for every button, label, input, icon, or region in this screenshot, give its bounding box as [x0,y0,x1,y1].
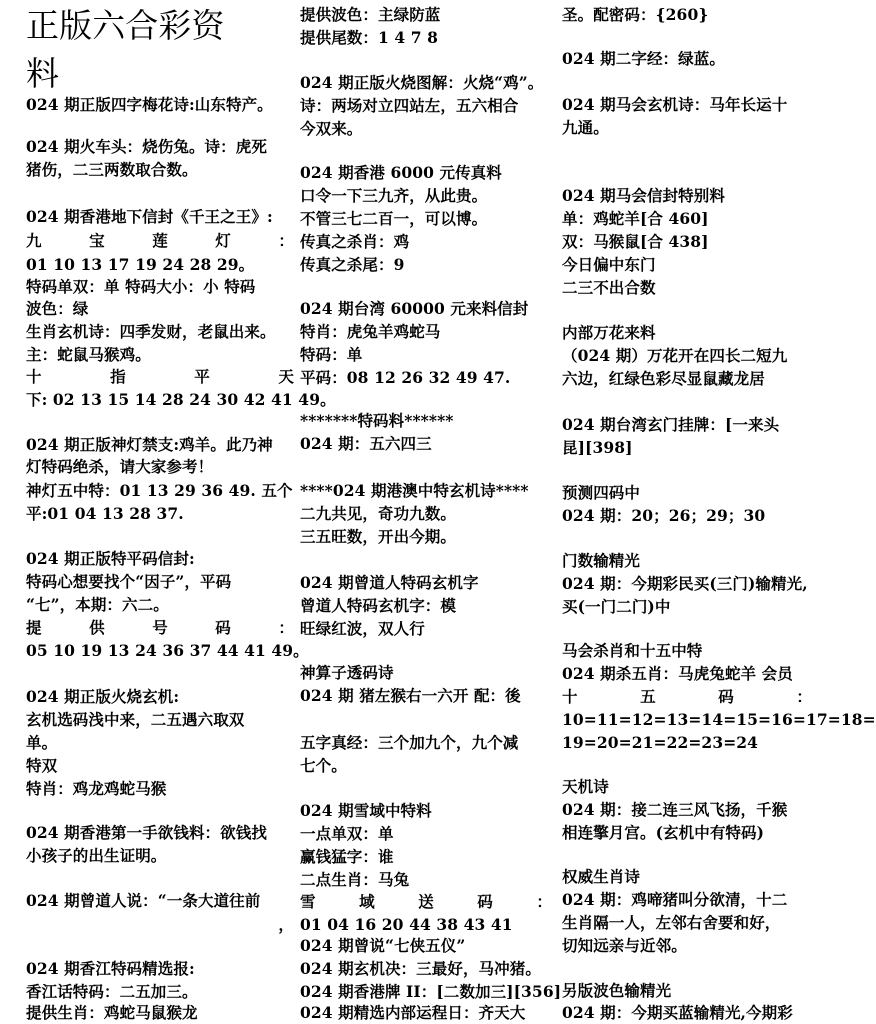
flower-heading: 内部万花来料 [562,323,656,342]
special-code-banner: *******特码料****** [300,411,454,430]
lamp-heading: 024 期正版神灯禁支:鸡羊。此乃神 [26,435,273,454]
oracle-poem-heading: 神算子透码诗 [300,663,394,682]
gate-numbers-line-1: 024 期：今期彩民买(三门)输精光, [562,574,808,593]
fax-line-2: 不管三七二百一，可以博。 [300,209,488,228]
jockey-envelope-odd: 单：鸡蛇羊[合 460] [562,209,709,228]
flower-line-2: 六边，红绿色彩尽显鼠藏龙居 [562,369,765,388]
flat-envelope-heading: 024 期正版特平码信封: [26,549,195,568]
jockey-envelope-no-sum: 二三不出合数 [562,278,656,297]
authority-poem-line-2: 生肖隔一人，左邻右舍要和好， [562,913,781,932]
hk-envelope-spaced-line: 九 宝 莲 灯 ： [26,231,294,250]
five-word-scripture-line-2: 七个。 [300,756,347,775]
special-code-value: 024 期：五六四三 [300,434,432,453]
hk-macau-poem-heading: ****024 期港澳中特玄机诗**** [300,481,529,500]
hk-macau-poem-line-1: 二九共见，奇功九数。 [300,504,457,523]
hk-sign-two: 024 期香港牌 II：[二数加三][356] [300,982,562,1001]
snow-domain-spaced-line: 雪 域 送 码 ： [300,892,552,911]
hk-envelope-wave-color: 波色：绿 [26,299,89,318]
fire-diagram-heading: 024 期正版火烧图解：火烧“鸡”。 [300,73,544,92]
zeng-says-comma: ， [278,915,294,934]
lamp-five-flat: 平:01 04 13 28 37. [26,504,184,523]
fax-kill-tail: 传真之杀尾：9 [300,255,405,274]
page-title-line-2: 料 [26,54,60,93]
fire-riddle-line-2: 单。 [26,733,58,752]
fire-diagram-line-2: 今双来。 [300,119,363,138]
provide-wave-color: 提供波色：主绿防蓝 [300,5,441,24]
provide-numbers-list: 05 10 19 13 24 36 37 44 41 49。 [26,641,309,660]
snow-domain-odd-even: 一点单双：单 [300,824,394,843]
locomotive-line-2: 猪伤，二三两数取合数。 [26,160,198,179]
fire-riddle-heading: 024 期正版火烧玄机: [26,687,180,706]
fifteen-codes-line-2: 19=20=21=22=23=24 [562,733,759,752]
heaven-poem-line-1: 024 期：接二连三风飞扬，千猴 [562,800,788,819]
authority-poem-line-1: 024 期：鸡啼猪叫分欲清，十二 [562,890,788,909]
wave-color-line: 024 期：今期买蓝输精光,今期彩 [562,1003,793,1022]
taiwan-sign-line-1: 024 期台湾玄门挂牌：[一来头 [562,415,780,434]
oracle-poem-line: 024 期 猪左猴右一六开 配：後 [300,686,521,705]
heaven-poem-heading: 天机诗 [562,777,609,796]
four-codes-heading: 预测四码中 [562,483,641,502]
hk-envelope-zodiac-poem: 生肖玄机诗：四季发财，老鼠出来。 [26,322,276,341]
authority-poem-line-3: 切知远亲与近邻。 [562,936,687,955]
two-word-scripture: 024 期二字经：绿蓝。 [562,49,725,68]
hk-envelope-main-zodiac: 主：蛇鼠马猴鸡。 [26,345,151,364]
hk-envelope-numbers: 01 10 13 17 19 24 28 29。 [26,255,255,274]
taiwan-sign-line-2: 昆][398] [562,438,633,457]
hk-macau-poem-line-2: 三五旺数，开出今期。 [300,527,457,546]
fax-line-1: 口令一下三九齐，从此贵。 [300,186,488,205]
taiwan-special-code: 特码：单 [300,345,363,364]
saint-secret-code: 圣。配密码：{260} [562,5,709,24]
five-word-scripture-line-1: 五字真经：三个加九个，九个减 [300,733,519,752]
zeng-says-line: 024 期曾道人说：“一条大道往前 [26,891,261,910]
fire-riddle-zodiac: 特肖：鸡龙鸡蛇马猴 [26,779,167,798]
locomotive-line-1: 024 期火车头：烧伤兔。诗：虎死 [26,137,267,156]
heaven-poem-line-2: 相连擎月宫。(玄机中有特码) [562,823,765,842]
jockey-envelope-heading: 024 期马会信封特别料 [562,186,725,205]
snow-domain-numbers: 01 04 16 20 44 38 43 41 [300,915,513,934]
page-title-line-1: 正版六合彩资 [26,6,225,45]
snow-domain-heading: 024 期雪域中特料 [300,801,432,820]
ten-fingers-numbers: 下: 02 13 15 14 28 24 30 42 41 49。 [26,390,336,409]
hk-first-hand-line-1: 024 期香港第一手欲钱料：欲钱找 [26,823,267,842]
taiwan-special-zodiac: 特肖：虎兔羊鸡蛇马 [300,322,441,341]
fire-diagram-line-1: 诗：两场对立四站左，五六相合 [300,96,519,115]
fire-riddle-line-1: 玄机选码浅中来，二五遇六取双 [26,710,245,729]
snow-domain-word: 赢钱猛字：谁 [300,847,394,866]
taiwan-flat-codes: 平码：08 12 26 32 49 47. [300,368,511,387]
flat-envelope-line-2: “七”，本期：六二。 [26,595,169,614]
lamp-five-special: 神灯五中特：01 13 29 36 49. 五个 [26,481,293,500]
riddle-decision: 024 期玄机决：三最好，马冲猪。 [300,959,541,978]
fax-heading: 024 期香港 6000 元传真料 [300,163,502,182]
ten-fingers-spaced-line: 十 指 平 天 [26,367,294,386]
zeng-code-line-2: 旺绿红波，双人行 [300,619,425,638]
kill-zodiac-line: 024 期杀五肖：马虎兔蛇羊 会员 [562,664,793,683]
kill-zodiac-heading: 马会杀肖和十五中特 [562,641,703,660]
internal-fortune-day: 024 期精选内部运程日：齐天大 [300,1003,526,1022]
xiangjiang-heading: 024 期香江特码精选报: [26,959,195,978]
fax-kill-zodiac: 传真之杀肖：鸡 [300,232,410,251]
xiangjiang-zodiac: 提供生肖：鸡蛇马鼠猴龙 [26,1003,198,1022]
fire-riddle-even: 特双 [26,756,58,775]
zeng-code-heading: 024 期曾道人特码玄机字 [300,573,479,592]
jockey-envelope-east-gate: 今日偏中东门 [562,255,656,274]
jockey-envelope-even: 双：马猴鼠[合 438] [562,232,709,251]
gate-numbers-heading: 门数输精光 [562,551,641,570]
four-codes-values: 024 期：20；26；29；30 [562,506,766,525]
hk-envelope-odd-even: 特码单双：单 特码大小：小 特码 [26,277,256,296]
flat-envelope-line-1: 特码心想要找个“因子”，平码 [26,572,232,591]
provide-tail-numbers: 提供尾数：1 4 7 8 [300,28,439,47]
provide-numbers-spaced-line: 提 供 号 码 ： [26,618,294,637]
gate-numbers-line-2: 买(一门二门)中 [562,597,671,616]
jockey-poem-line-2: 九通。 [562,118,609,137]
authority-poem-heading: 权威生肖诗 [562,867,641,886]
wave-color-heading: 另版波色输精光 [562,981,672,1000]
zeng-seven-heroes: 024 期曾说“七侠五仪” [300,936,466,955]
snow-domain-zodiac: 二点生肖：马兔 [300,870,410,889]
flower-line-1: （024 期）万花开在四长二短九 [562,346,788,365]
jockey-poem-line-1: 024 期马会玄机诗：马年长运十 [562,95,788,114]
hk-envelope-heading: 024 期香港地下信封《千王之王》: [26,207,273,226]
taiwan-envelope-heading: 024 期台湾 60000 元来料信封 [300,299,529,318]
fifteen-codes-line-1: 10=11=12=13=14=15=16=17=18= [562,710,876,729]
fifteen-codes-spaced-line: 十 五 码 ： [562,687,812,706]
plum-poem-line: 024 期正版四字梅花诗:山东特产。 [26,95,273,114]
lamp-note: 灯特码绝杀，请大家参考！ [26,457,214,476]
xiangjiang-line-1: 香江话特码：二五加三。 [26,982,198,1001]
zeng-code-line-1: 曾道人特码玄机字：模 [300,596,457,615]
hk-first-hand-line-2: 小孩子的出生证明。 [26,846,167,865]
